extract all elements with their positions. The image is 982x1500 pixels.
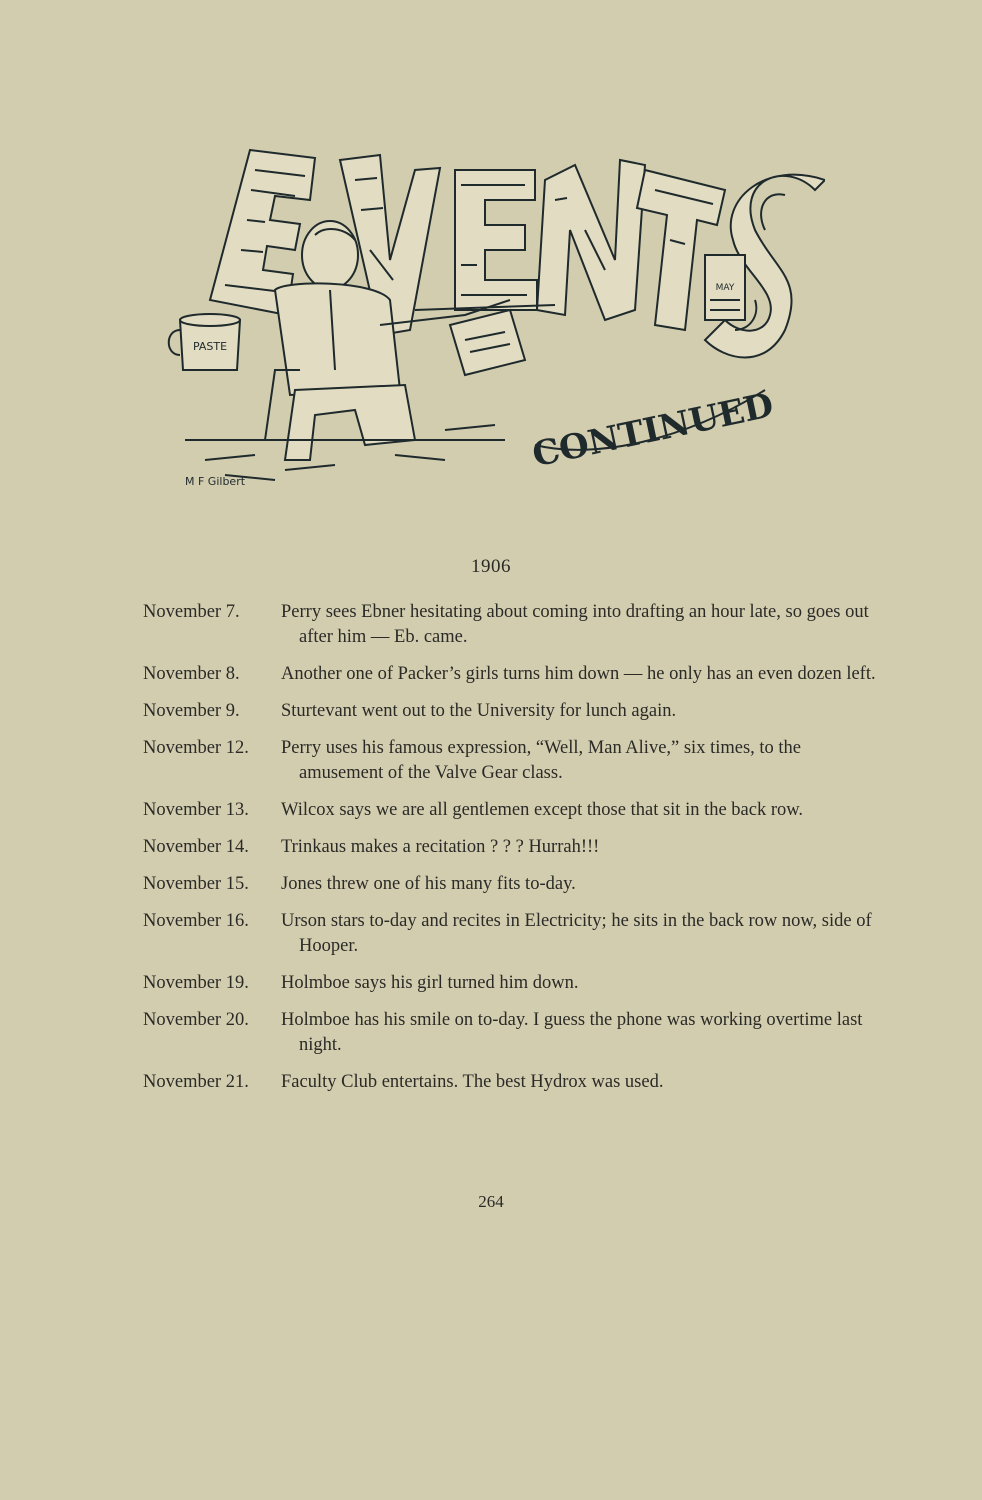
calendar bbox=[705, 255, 745, 320]
event-date: November 15. bbox=[143, 874, 249, 894]
event-date: November 9. bbox=[143, 701, 240, 721]
letter-n-clipping bbox=[537, 160, 645, 320]
event-entry bbox=[143, 1070, 883, 1095]
event-text: Trinkaus makes a recitation ? ? ? Hurrah!!! bbox=[281, 837, 600, 857]
event-text: Another one of Packer’s girls turns him down — he only has an even dozen left. bbox=[281, 664, 876, 684]
event-text: Holmboe has his smile on to-day. I guess the phone was working overtime last night. bbox=[281, 1010, 863, 1055]
floor-scraps bbox=[185, 425, 505, 480]
event-date: November 20. bbox=[143, 1010, 249, 1030]
svg-text:CONTINUED: CONTINUED bbox=[528, 385, 778, 476]
page-number: 264 bbox=[478, 1192, 504, 1211]
event-text: Perry sees Ebner hesitating about coming into drafting an hour late, so goes out after him — Eb. came. bbox=[281, 602, 869, 647]
event-date: November 21. bbox=[143, 1072, 249, 1092]
event-date: November 7. bbox=[143, 602, 240, 622]
event-entry bbox=[143, 971, 883, 996]
event-text: Urson stars to-day and recites in Electricity; he sits in the back row now, side of Hooper. bbox=[281, 911, 872, 956]
event-date: November 14. bbox=[143, 837, 249, 857]
event-entry bbox=[143, 699, 883, 724]
event-entry bbox=[143, 835, 883, 860]
event-text: Wilcox says we are all gentlemen except those that sit in the back row. bbox=[281, 800, 804, 820]
event-entry bbox=[143, 662, 883, 687]
event-text: Perry uses his famous expression, “Well, Man Alive,” six times, to the amusement of the Valve Gear class. bbox=[281, 738, 802, 783]
event-entry bbox=[143, 909, 883, 959]
letter-e2-clipping bbox=[455, 170, 537, 310]
continued-banner bbox=[529, 385, 777, 475]
year-heading: 1906 bbox=[471, 556, 511, 577]
artist-signature: M F Gilbert bbox=[185, 475, 246, 488]
event-date: November 16. bbox=[143, 911, 249, 931]
event-date: November 12. bbox=[143, 738, 249, 758]
event-text: Sturtevant went out to the University for lunch again. bbox=[281, 701, 677, 721]
events-continued-illustration bbox=[165, 140, 825, 500]
svg-text:MAY: MAY bbox=[715, 283, 735, 293]
event-date: November 13. bbox=[143, 800, 249, 820]
svg-text:PASTE: PASTE bbox=[192, 340, 228, 353]
event-date: November 19. bbox=[143, 973, 249, 993]
event-entry bbox=[143, 798, 883, 823]
event-entry bbox=[143, 872, 883, 897]
event-text: Faculty Club entertains. The best Hydrox was used. bbox=[281, 1072, 664, 1092]
event-entry bbox=[143, 736, 883, 786]
event-entry bbox=[143, 1008, 883, 1058]
event-text: Holmboe says his girl turned him down. bbox=[281, 973, 579, 993]
event-entry bbox=[143, 600, 883, 650]
paste-pot bbox=[169, 314, 240, 370]
event-text: Jones threw one of his many fits to-day. bbox=[281, 874, 576, 894]
events-list bbox=[143, 600, 883, 1107]
event-date: November 8. bbox=[143, 664, 240, 684]
